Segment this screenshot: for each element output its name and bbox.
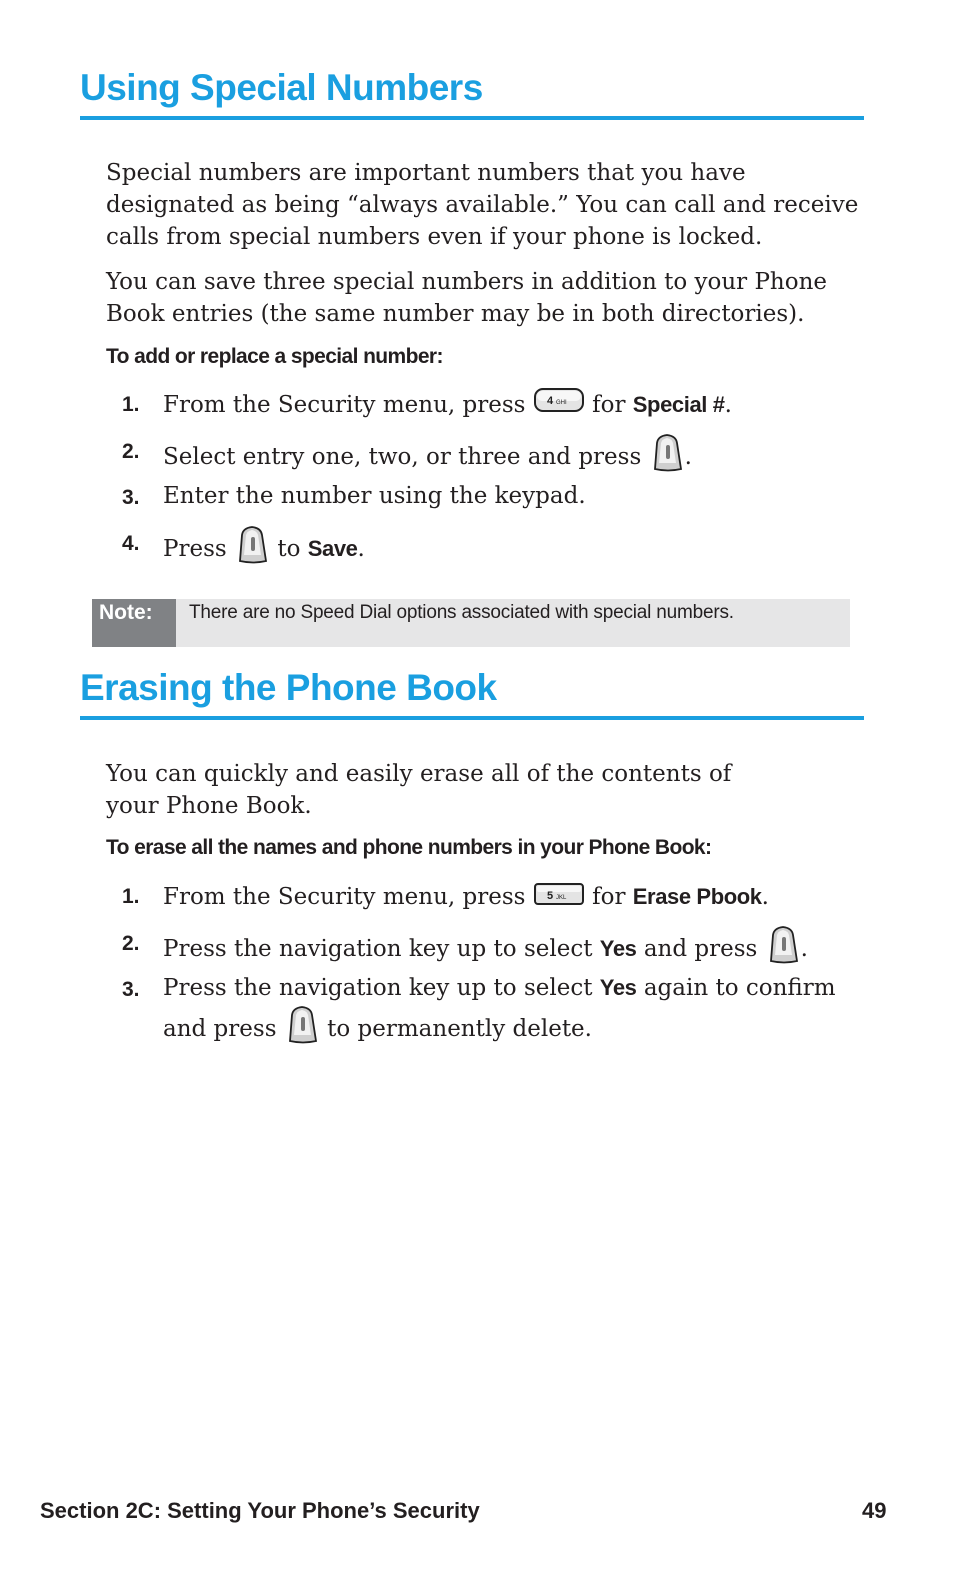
menu-term: Yes xyxy=(599,936,637,961)
step-text: Enter the number using the keypad. xyxy=(163,483,586,509)
menu-term: Save xyxy=(307,536,358,561)
heading-erasing-phone-book: Erasing the Phone Book xyxy=(80,668,864,720)
footer-page-number: 49 xyxy=(862,1498,887,1523)
step-number: 2. xyxy=(122,440,140,463)
paragraph-special-numbers-intro: Special numbers are important numbers that you have designated as being “always available.” You can call and receive calls from special numbers even if your phone is locked. xyxy=(106,160,859,250)
step-text: Press the navigation key up to select xyxy=(163,975,593,1001)
step-text: again to confirm and press xyxy=(163,975,836,1042)
step-text: . xyxy=(761,884,769,910)
step-text: and press xyxy=(643,936,758,962)
step-text: . xyxy=(724,392,732,418)
ok-softkey-icon xyxy=(284,1005,320,1055)
step-text: . xyxy=(800,936,808,962)
paragraph-erase-intro: You can quickly and easily erase all of the contents of your Phone Book. xyxy=(106,761,732,819)
menu-term: Erase Pbook xyxy=(632,884,762,909)
note-label: Note: xyxy=(92,599,176,647)
step-text: to permanently delete. xyxy=(327,1016,592,1042)
step-text: for xyxy=(592,392,626,418)
step-number: 3. xyxy=(122,486,140,509)
ok-softkey-icon xyxy=(649,433,685,483)
step-text: From the Security menu, press xyxy=(163,884,526,910)
key-5-icon xyxy=(533,878,585,918)
heading-using-special-numbers: Using Special Numbers xyxy=(80,68,864,120)
menu-term: Yes xyxy=(599,975,637,1000)
step-number: 1. xyxy=(122,393,140,416)
step-text: for xyxy=(592,884,626,910)
svg-text:4: 4 xyxy=(546,395,553,407)
step-number: 1. xyxy=(122,885,140,908)
step-number: 2. xyxy=(122,932,140,955)
note-text: There are no Speed Dial options associated with special numbers. xyxy=(189,602,734,623)
svg-text:5: 5 xyxy=(546,890,553,902)
step-text: Select entry one, two, or three and press xyxy=(163,444,642,470)
key-4-icon xyxy=(533,386,585,426)
svg-text:GHI: GHI xyxy=(555,400,567,406)
menu-term: Special # xyxy=(632,392,725,417)
step-text: . xyxy=(684,444,692,470)
ok-softkey-icon xyxy=(234,525,270,575)
step-text: Press xyxy=(163,536,227,562)
footer-section-title: Section 2C: Setting Your Phone’s Security xyxy=(40,1498,480,1523)
step-text: From the Security menu, press xyxy=(163,392,526,418)
step-number: 4. xyxy=(122,532,140,555)
step-number: 3. xyxy=(122,978,140,1001)
step-text: . xyxy=(357,536,365,562)
paragraph-special-numbers-save: You can save three special numbers in addition to your Phone Book entries (the same number may be in both directories). xyxy=(106,269,828,327)
step-text: to xyxy=(277,536,301,562)
step-text: Press the navigation key up to select xyxy=(163,936,593,962)
ok-softkey-icon xyxy=(765,925,801,975)
svg-text:JKL: JKL xyxy=(555,895,567,901)
subheading-erase-phone-book: To erase all the names and phone numbers in your Phone Book: xyxy=(106,836,712,859)
subheading-add-special-number: To add or replace a special number: xyxy=(106,345,443,368)
note-box xyxy=(92,599,850,647)
